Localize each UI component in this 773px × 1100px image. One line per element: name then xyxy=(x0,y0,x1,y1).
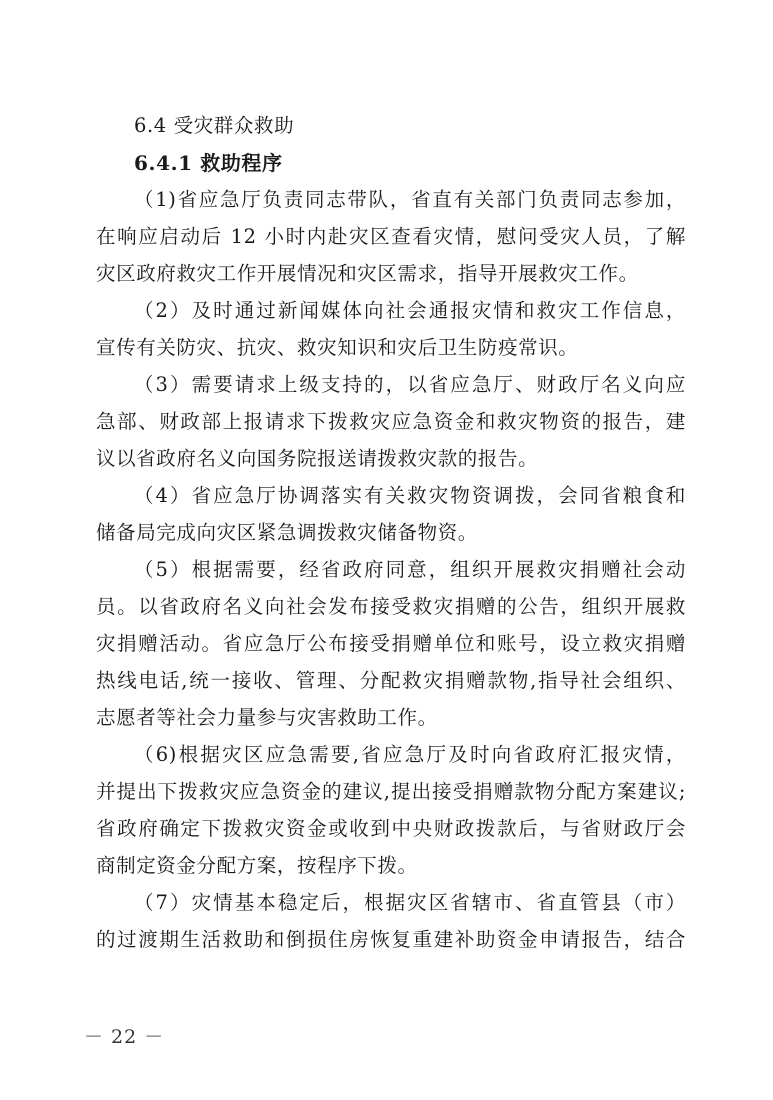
paragraph-line: 灾区政府救灾工作开展情况和灾区需求，指导开展救灾工作。 xyxy=(96,262,639,285)
paragraph-line: 储备局完成向灾区紧急调拨救灾储备物资。 xyxy=(96,521,478,544)
paragraph-line: 志愿者等社会力量参与灾害救助工作。 xyxy=(96,706,438,729)
paragraph-line: 宣传有关防灾、抗灾、救灾知识和灾后卫生防疫常识。 xyxy=(96,336,579,359)
paragraph-line: 的过渡期生活救助和倒损住房恢复重建补助资金申请报告，结合 xyxy=(96,928,686,951)
paragraph-line: 并提出下拨救灾应急资金的建议,提出接受捐赠款物分配方案建议; xyxy=(96,780,686,803)
paragraph-line: 议以省政府名义向国务院报送请拨救灾款的报告。 xyxy=(96,447,539,470)
paragraph-line: 急部、财政部上报请求下拨救灾应急资金和救灾物资的报告，建 xyxy=(96,410,686,433)
paragraph-line: （2）及时通过新闻媒体向社会通报灾情和救灾工作信息， xyxy=(134,299,686,322)
paragraph-line: （3）需要请求上级支持的，以省应急厅、财政厅名义向应 xyxy=(134,373,686,396)
paragraph-line: 员。以省政府名义向社会发布接受救灾捐赠的公告，组织开展救 xyxy=(96,595,686,618)
paragraph-line: 在响应启动后 12 小时内赴灾区查看灾情，慰问受灾人员，了解 xyxy=(96,225,686,248)
paragraph-line: （7）灾情基本稳定后，根据灾区省辖市、省直管县（市） xyxy=(134,891,686,914)
paragraph-line: 省政府确定下拨救灾资金或收到中央财政拨款后，与省财政厅会 xyxy=(96,817,686,840)
paragraph-line: （1)省应急厅负责同志带队，省直有关部门负责同志参加， xyxy=(134,188,686,211)
paragraph-line: （6)根据灾区应急需要,省应急厅及时向省政府汇报灾情， xyxy=(134,743,686,766)
paragraph-line: 热线电话,统一接收、管理、分配救灾捐赠款物,指导社会组织、 xyxy=(96,669,686,692)
page-number: － 22 － xyxy=(84,1026,165,1048)
subsection-heading: 6.4.1 救助程序 xyxy=(134,151,283,175)
section-heading: 6.4 受灾群众救助 xyxy=(134,114,295,137)
paragraph-line: （5）根据需要，经省政府同意，组织开展救灾捐赠社会动 xyxy=(134,558,686,581)
paragraph-line: 灾捐赠活动。省应急厅公布接受捐赠单位和账号，设立救灾捐赠 xyxy=(96,632,686,655)
paragraph-line: （4）省应急厅协调落实有关救灾物资调拨，会同省粮食和 xyxy=(134,484,686,507)
paragraph-line: 商制定资金分配方案，按程序下拨。 xyxy=(96,854,418,877)
